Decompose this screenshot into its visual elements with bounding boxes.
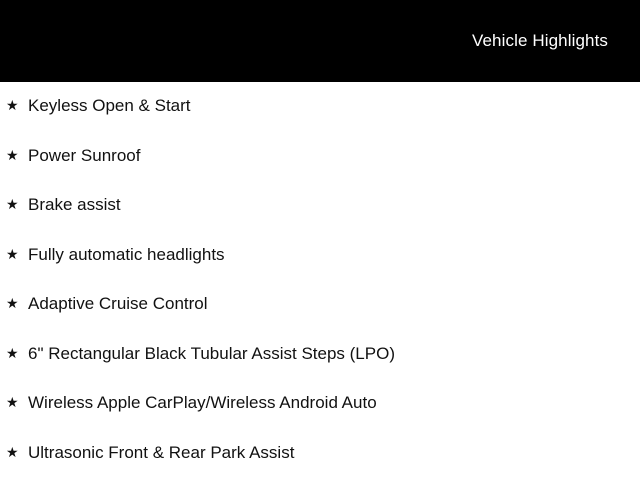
star-icon: ★ bbox=[6, 146, 19, 163]
star-icon: ★ bbox=[6, 443, 19, 460]
list-item bbox=[0, 379, 640, 429]
highlight-label: Adaptive Cruise Control bbox=[28, 294, 208, 313]
list-item bbox=[0, 231, 640, 281]
star-icon: ★ bbox=[6, 344, 19, 361]
star-icon: ★ bbox=[6, 97, 19, 113]
list-item bbox=[0, 82, 640, 132]
list-item bbox=[0, 280, 640, 330]
highlight-label: Wireless Apple CarPlay/Wireless Android Auto bbox=[28, 393, 377, 412]
highlights-list bbox=[0, 82, 640, 478]
star-icon: ★ bbox=[6, 245, 19, 262]
star-icon: ★ bbox=[6, 295, 19, 311]
highlight-label: 6" Rectangular Black Tubular Assist Steps (LPO) bbox=[28, 343, 395, 363]
highlight-label: Keyless Open & Start bbox=[28, 96, 191, 115]
star-icon: ★ bbox=[6, 196, 19, 212]
list-item bbox=[0, 132, 640, 182]
highlight-label: Ultrasonic Front & Rear Park Assist bbox=[28, 442, 295, 462]
header-bar bbox=[0, 0, 640, 82]
highlight-label: Fully automatic headlights bbox=[28, 244, 225, 264]
star-icon: ★ bbox=[6, 394, 19, 410]
list-item bbox=[0, 429, 640, 479]
page-title: Vehicle Highlights bbox=[472, 31, 608, 50]
highlight-label: Power Sunroof bbox=[28, 145, 141, 165]
highlight-label: Brake assist bbox=[28, 195, 121, 214]
list-item bbox=[0, 330, 640, 380]
list-item bbox=[0, 181, 640, 231]
